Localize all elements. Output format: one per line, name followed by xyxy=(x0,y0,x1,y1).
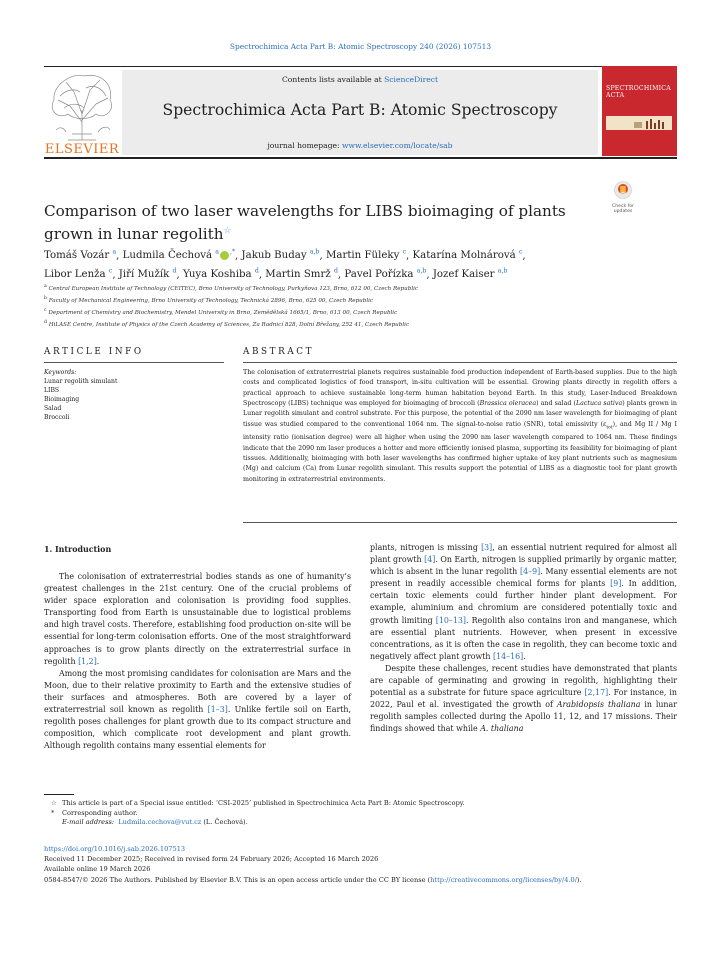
author-name[interactable]: Martin Smrž xyxy=(265,269,331,281)
intro-p1-text: The colonisation of extraterrestrial bodies stands as one of humanity’s greatest challenges in the 21st century. One of the crucial problems of wider space exploration and colonisation is providing food supplies. Transporting food from Earth is unsustainable due to logistical problems and high travel costs. Therefore, establishing food production on-site will be essential for long-term colonisation efforts. One of the most straightforward approaches is to grow plants directly on the extraterrestrial surface in regolith xyxy=(44,572,351,666)
orcid-icon[interactable] xyxy=(220,251,229,260)
author-name[interactable]: Libor Lenža xyxy=(44,269,106,281)
intro-paragraph-3 xyxy=(370,663,677,736)
doi-link[interactable]: https://doi.org/10.1016/j.sab.2026.107513 xyxy=(44,845,186,853)
keyword-item: LIBS xyxy=(44,386,60,394)
author-affiliation-sup[interactable]: c xyxy=(518,249,523,256)
article-info-heading: ARTICLE INFO xyxy=(44,347,144,357)
affiliation-line xyxy=(44,318,674,330)
author-entry xyxy=(344,269,426,280)
available-online-date: Available online 19 March 2026 xyxy=(44,865,151,874)
author-affiliation-sup[interactable]: c xyxy=(108,267,113,275)
author-affiliation-sup[interactable]: a xyxy=(215,249,219,256)
license-line xyxy=(44,875,684,885)
author-separator: , xyxy=(426,269,433,281)
header-top-rule xyxy=(44,66,677,67)
cover-image-strip xyxy=(606,116,672,130)
contents-available-line xyxy=(122,75,598,84)
abstract-epsilon-subscript: tot xyxy=(606,424,613,430)
author-name[interactable]: Yuya Koshiba xyxy=(183,269,252,281)
license-prefix: 0584-8547/© 2026 The Authors. Published by Elsevier B.V. This is an open access article under the CC BY license ( xyxy=(44,875,431,884)
publication-info xyxy=(44,844,684,885)
author-separator: , xyxy=(406,250,413,262)
elsevier-wordmark: ELSEVIER xyxy=(44,142,120,157)
author-entry xyxy=(265,269,338,280)
author-entry xyxy=(183,269,259,280)
journal-homepage-line xyxy=(122,141,598,150)
email-label: E-mail address: xyxy=(62,818,115,826)
abstract-species-salad: Lactuca sativa xyxy=(575,400,623,408)
citation-link[interactable]: [14–16] xyxy=(493,651,524,661)
abstract-part-1: The colonisation of extraterrestrial planets requires sustainable food production independent of Earth-based supplies. Due to the high costs and complicated logistics of food transport, in-situ cultivation will be essential. Growing plants directly in regolith offers a practical approach to achieve sustainable long-term human habitation beyond Earth. In this study, Laser-Induced Breakdown Spectroscopy (LIBS) technique was employed for bioimaging of broccoli ( xyxy=(243,369,677,408)
author-name[interactable]: Martin Füleky xyxy=(325,250,400,262)
cover-art-icon xyxy=(606,117,672,131)
contents-prefix: Contents lists available at xyxy=(281,75,385,84)
sciencedirect-link[interactable]: ScienceDirect xyxy=(384,75,439,84)
citation-link[interactable]: [4–9] xyxy=(520,567,541,577)
intro-p2-end: . Unlike fertile soil on Earth, regolith poses challenges for plant growth due to its compact structure and composition, which complicate root development and plant growth. Although regolith contains many essential elements for xyxy=(44,705,351,751)
author-separator: , xyxy=(176,269,183,281)
homepage-prefix: journal homepage: xyxy=(267,141,343,150)
author-entry xyxy=(44,250,116,261)
affiliation-text: HiLASE Centre, Institute of Physics of the Czech Academy of Sciences, Za Radnicí 828, Dolní Břežany, 252 41, Czech Republic xyxy=(48,322,410,329)
r1-text-h: . xyxy=(523,651,526,661)
article-info-rule xyxy=(44,362,224,363)
article-title-text: Comparison of two laser wavelengths for LIBS bioimaging of plants grown in lunar regolith xyxy=(44,202,566,244)
email-link[interactable]: Ludmila.cechova@vut.cz xyxy=(118,818,202,826)
footnote-star-mark: ☆ xyxy=(51,799,57,807)
author-name[interactable]: Pavel Pořízka xyxy=(344,269,414,281)
r2-species-arabidopsis: Arabidopsis thaliana xyxy=(556,700,641,710)
footnotes xyxy=(44,797,684,828)
author-affiliation-sup[interactable]: d xyxy=(333,267,338,275)
author-separator: , xyxy=(116,250,123,262)
footnote-corresponding xyxy=(44,809,684,817)
keywords-block xyxy=(44,369,224,422)
r2-text-d: in lunar regolith samples collected during the Apollo 11, 12, and 17 missions. Their findings showed that while xyxy=(370,700,677,734)
r1-text-e: . Many essential elements are not present in readily accessible chemical forms for plants xyxy=(370,567,677,589)
keywords-label: Keywords: xyxy=(44,369,77,376)
abstract-rule xyxy=(243,362,677,363)
intro-paragraph-2 xyxy=(44,668,351,753)
r2-text-a: Despite these challenges, recent studies have demonstrated that plants are capable of germinating and growing in regolith, highlighting their potential as a substrate for future space agriculture xyxy=(370,663,677,698)
citation-link[interactable]: [9] xyxy=(610,579,622,589)
citation-link[interactable]: [3] xyxy=(481,543,493,552)
title-footnote-star[interactable]: ☆ xyxy=(223,226,232,236)
keyword-item: Broccoli xyxy=(44,413,70,421)
license-link[interactable]: http://creativecommons.org/licenses/by/4.0/ xyxy=(430,875,577,884)
journal-name[interactable]: Spectrochimica Acta Part B: Atomic Spectroscopy xyxy=(162,101,558,119)
keyword-item: Bioimaging xyxy=(44,395,80,403)
affiliation-text: Central European Institute of Technology (CEITEC), Brno University of Technology, Purkyňova 123, Brno, 612 00, Czech Republic xyxy=(48,285,419,292)
author-affiliation-sup[interactable]: a,b xyxy=(497,267,508,275)
citation-link[interactable]: [10–13] xyxy=(435,615,466,625)
affiliation-list xyxy=(44,282,674,330)
author-separator: , xyxy=(235,250,242,262)
check-updates-line1: Check for xyxy=(612,204,634,209)
author-affiliation-sup[interactable]: d xyxy=(172,267,177,275)
affiliation-marker: d xyxy=(44,320,47,326)
abstract-bottom-rule xyxy=(243,522,677,523)
abstract-text xyxy=(243,368,677,485)
author-name[interactable]: Jozef Kaiser xyxy=(432,269,495,281)
intro-paragraph-1 xyxy=(44,571,351,668)
introduction-heading: 1. Introduction xyxy=(44,545,112,554)
article-title xyxy=(44,201,604,244)
affiliation-text: Department of Chemistry and Biochemistry, Mendel University in Brno, Zemědělská 1665/1, Brno, 613 00, Czech Republic xyxy=(48,309,398,316)
homepage-link[interactable]: www.elsevier.com/locate/sab xyxy=(342,141,453,150)
keywords-list xyxy=(44,378,224,423)
intro-p2-text: Among the most promising candidates for colonisation are Mars and the Moon, due to their relative proximity to Earth and the extensive studies of their surfaces and atmospheres. Both are covered by a layer of extraterrestrial soil known as regolith xyxy=(44,668,351,715)
citation-link[interactable]: [2,17] xyxy=(584,688,609,698)
author-entry xyxy=(433,269,508,280)
received-dates: Received 11 December 2025; Received in revised form 24 February 2026; Accepted 16 March 2026 xyxy=(44,855,379,864)
citation-link[interactable]: [1–3] xyxy=(207,705,228,715)
author-name[interactable]: Jakub Buday xyxy=(241,250,307,262)
citation-link[interactable]: [1,2] xyxy=(78,656,97,666)
affiliation-line xyxy=(44,282,674,294)
r1-text-d: . On Earth, nitrogen is supplied primarily by organic matter, which is absent in the lunar regolith xyxy=(370,555,677,577)
author-separator: , xyxy=(112,269,119,281)
author-separator: , xyxy=(258,269,266,281)
author-name[interactable]: Jiří Mužík xyxy=(118,269,170,281)
intro-paragraph-2-continued xyxy=(370,542,677,663)
footnote-rule xyxy=(44,794,74,795)
keyword-item: Lunar regolith simulant xyxy=(44,377,118,385)
check-updates-label xyxy=(608,204,638,214)
author-affiliation-sup[interactable]: a,b xyxy=(309,249,320,256)
affiliation-line xyxy=(44,306,674,318)
affiliation-marker: b xyxy=(44,296,47,302)
author-affiliation-sup[interactable]: a xyxy=(112,249,117,256)
check-updates-icon xyxy=(614,181,632,199)
author-affiliation-sup[interactable]: c xyxy=(402,249,407,256)
footnote-email xyxy=(44,817,684,828)
abstract-part-2: ) and salad ( xyxy=(536,400,576,408)
affiliation-marker: c xyxy=(44,308,47,314)
author-affiliation-sup[interactable]: a,b xyxy=(416,267,427,275)
journal-citation[interactable]: Spectrochimica Acta Part B: Atomic Spectroscopy 240 (2026) 107513 xyxy=(229,42,492,51)
r2-species-a-thaliana: A. thaliana xyxy=(480,724,524,734)
author-entry xyxy=(123,250,235,261)
email-suffix: (L. Čechová). xyxy=(201,818,248,826)
abstract-epsilon-symbol: ε xyxy=(603,420,607,428)
author-separator: , xyxy=(522,250,526,262)
author-name[interactable]: Katarína Molnárová xyxy=(412,250,516,262)
footnote-asterisk-mark: * xyxy=(51,809,55,817)
body-left-column xyxy=(44,571,351,752)
author-entry xyxy=(44,269,112,280)
author-affiliation-sup[interactable]: d xyxy=(254,267,259,275)
header-bottom-rule xyxy=(44,157,677,159)
abstract-heading: ABSTRACT xyxy=(243,347,315,357)
footnote-special-issue-text: This article is part of a Special issue entitled: ‘CSI-2025’ published in Spectrochimica Acta Part B: Atomic Spectroscopy. xyxy=(62,799,465,807)
check-for-updates-button[interactable] xyxy=(608,181,638,214)
r1-text-g: . Regolith also contains iron and manganese, which are essential plant nutrients. However, when present in excessive concentrations, as it is often the case in regolith, they can become toxic and negatively affect plant growth xyxy=(370,615,677,661)
footnote-special-issue xyxy=(44,797,684,809)
citation-link[interactable]: [4] xyxy=(424,555,436,565)
author-list xyxy=(44,245,664,283)
cover-title: SPECTROCHIMICA ACTA xyxy=(606,85,671,99)
intro-p1-end: . xyxy=(96,656,100,666)
affiliation-text: Faculty of Mechanical Engineering, Brno University of Technology, Technická 2896, Brno, 625 00, Czech Republic xyxy=(48,297,374,304)
license-suffix: ). xyxy=(576,875,582,884)
r1-text-b: , an essential nutrient required for almost all plant growth xyxy=(370,543,677,565)
author-separator: , xyxy=(319,250,326,262)
check-updates-line2: updates xyxy=(613,209,633,215)
author-name[interactable]: Ludmila Čechová xyxy=(122,250,213,262)
body-right-column xyxy=(370,542,677,736)
author-entry xyxy=(326,250,406,261)
author-separator: , xyxy=(337,269,345,281)
author-entry xyxy=(412,249,526,262)
r1-text-f: . In addition, certain toxic elements could further hinder plant development. For example, aluminium and chromium are considered potentially toxic and growth limiting xyxy=(370,579,677,625)
footnote-corresponding-text: Corresponding author. xyxy=(62,809,138,817)
abstract-part-3: ) plants grown in Lunar regolith simulant and control substrate. For this purpose, the potential of the 2090 nm laser wavelength for bioimaging of plant tissue was studied compared to the conventional 1064 nm. The signal-to-noise ratio (SNR), total emissivity ( xyxy=(243,400,677,428)
r2-text-b: . For instance, in 2022, Paul et al. investigated the growth of xyxy=(370,688,677,710)
r1-text-a: plants, nitrogen is missing xyxy=(370,543,482,552)
abstract-species-broccoli: Brassica oleracea xyxy=(479,400,537,408)
affiliation-marker: a xyxy=(44,284,47,289)
author-entry xyxy=(242,250,320,261)
author-entry xyxy=(119,269,177,280)
keyword-item: Salad xyxy=(44,404,62,412)
journal-cover-thumbnail[interactable] xyxy=(602,66,677,156)
corresponding-author-mark[interactable]: ,* xyxy=(229,249,236,256)
abstract-part-4: ), and Mg II / Mg I intensity ratio (ionisation degree) were all higher when using the 2090 nm laser wavelength compared to 1064 nm. These findings indicate that the 2090 nm laser produces a hotter and more efficiently ionised plasma, supporting its feasibility for bioimaging of plant tissues. Additionally, bioimaging with both laser wavelengths has confirmed higher uptake of key plant nutrients such as magnesium (Mg) and calcium (Ca) from Lunar regolith simulant. This results support the potential of LIBS as a diagnostic tool for plant growth monitoring in extraterrestrial environments. xyxy=(243,420,677,483)
author-name[interactable]: Tomáš Vozár xyxy=(44,250,110,262)
affiliation-line xyxy=(44,294,674,306)
